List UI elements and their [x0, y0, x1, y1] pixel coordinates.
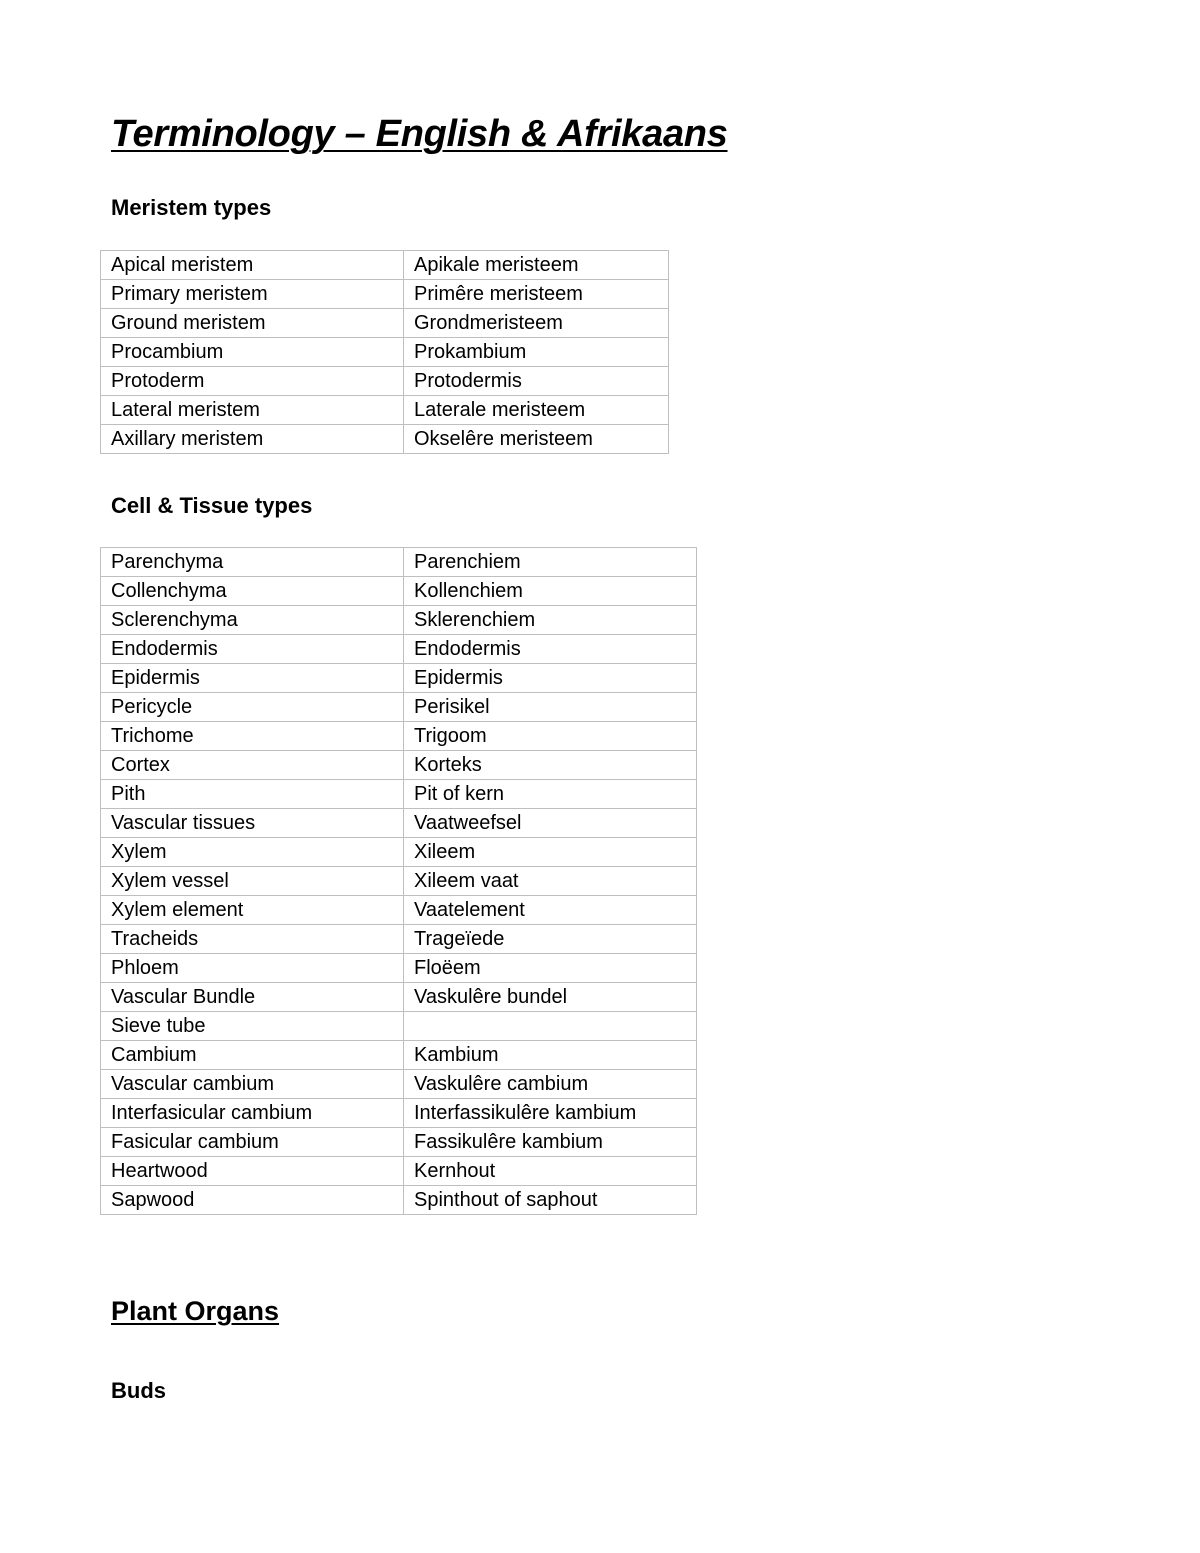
- english-term-cell: Vascular Bundle: [101, 983, 404, 1012]
- english-term-cell: Apical meristem: [101, 251, 404, 280]
- cell-tissue-terms-table: [100, 547, 697, 1215]
- english-term-cell: Sieve tube: [101, 1012, 404, 1041]
- table-row: [101, 280, 669, 309]
- english-term-cell: Xylem vessel: [101, 867, 404, 896]
- table-row: [101, 780, 697, 809]
- afrikaans-term-cell: Laterale meristeem: [404, 396, 669, 425]
- afrikaans-term-cell: Kernhout: [404, 1157, 697, 1186]
- english-term-cell: Lateral meristem: [101, 396, 404, 425]
- table-row: [101, 309, 669, 338]
- english-term-cell: Xylem: [101, 838, 404, 867]
- table-row: [101, 1186, 697, 1215]
- english-term-cell: Trichome: [101, 722, 404, 751]
- afrikaans-term-cell: Vaskulêre cambium: [404, 1070, 697, 1099]
- english-term-cell: Primary meristem: [101, 280, 404, 309]
- plant-organs-heading: Plant Organs: [111, 1296, 280, 1326]
- english-term-cell: Vascular tissues: [101, 809, 404, 838]
- table-row: [101, 548, 697, 577]
- table-row: [101, 1012, 697, 1041]
- afrikaans-term-cell: Epidermis: [404, 664, 697, 693]
- english-term-cell: Tracheids: [101, 925, 404, 954]
- afrikaans-term-cell: Vaskulêre bundel: [404, 983, 697, 1012]
- english-term-cell: Sapwood: [101, 1186, 404, 1215]
- table-row: [101, 1041, 697, 1070]
- english-term-cell: Pericycle: [101, 693, 404, 722]
- afrikaans-term-cell: Spinthout of saphout: [404, 1186, 697, 1215]
- table-row: [101, 635, 697, 664]
- table-row: [101, 809, 697, 838]
- afrikaans-term-cell: Protodermis: [404, 367, 669, 396]
- table-row: [101, 1099, 697, 1128]
- english-term-cell: Ground meristem: [101, 309, 404, 338]
- meristem-terms-table: [100, 250, 669, 454]
- english-term-cell: Phloem: [101, 954, 404, 983]
- english-term-cell: Heartwood: [101, 1157, 404, 1186]
- buds-heading: Buds: [111, 1378, 166, 1403]
- afrikaans-term-cell: Pit of kern: [404, 780, 697, 809]
- afrikaans-term-cell: Floëem: [404, 954, 697, 983]
- english-term-cell: Fasicular cambium: [101, 1128, 404, 1157]
- afrikaans-term-cell: Perisikel: [404, 693, 697, 722]
- cell-tissue-types-heading: Cell & Tissue types: [111, 493, 313, 518]
- afrikaans-term-cell: Fassikulêre kambium: [404, 1128, 697, 1157]
- table-row: [101, 425, 669, 454]
- meristem-types-heading: Meristem types: [111, 195, 272, 220]
- table-row: [101, 838, 697, 867]
- afrikaans-term-cell: Apikale meristeem: [404, 251, 669, 280]
- english-term-cell: Axillary meristem: [101, 425, 404, 454]
- afrikaans-term-cell: Kollenchiem: [404, 577, 697, 606]
- table-row: [101, 867, 697, 896]
- english-term-cell: Epidermis: [101, 664, 404, 693]
- afrikaans-term-cell: [404, 1012, 697, 1041]
- table-row: [101, 751, 697, 780]
- table-row: [101, 722, 697, 751]
- afrikaans-term-cell: Parenchiem: [404, 548, 697, 577]
- english-term-cell: Endodermis: [101, 635, 404, 664]
- english-term-cell: Parenchyma: [101, 548, 404, 577]
- english-term-cell: Cambium: [101, 1041, 404, 1070]
- afrikaans-term-cell: Sklerenchiem: [404, 606, 697, 635]
- english-term-cell: Xylem element: [101, 896, 404, 925]
- table-row: [101, 367, 669, 396]
- afrikaans-term-cell: Trageïede: [404, 925, 697, 954]
- table-row: [101, 925, 697, 954]
- english-term-cell: Collenchyma: [101, 577, 404, 606]
- table-row: [101, 1070, 697, 1099]
- english-term-cell: Sclerenchyma: [101, 606, 404, 635]
- english-term-cell: Procambium: [101, 338, 404, 367]
- table-row: [101, 396, 669, 425]
- document-title: Terminology – English & Afrikaans: [111, 113, 728, 155]
- afrikaans-term-cell: Interfassikulêre kambium: [404, 1099, 697, 1128]
- table-row: [101, 577, 697, 606]
- table-row: [101, 1157, 697, 1186]
- table-row: [101, 896, 697, 925]
- afrikaans-term-cell: Primêre meristeem: [404, 280, 669, 309]
- afrikaans-term-cell: Endodermis: [404, 635, 697, 664]
- afrikaans-term-cell: Xileem: [404, 838, 697, 867]
- table-row: [101, 1128, 697, 1157]
- table-row: [101, 983, 697, 1012]
- english-term-cell: Pith: [101, 780, 404, 809]
- table-row: [101, 251, 669, 280]
- table-row: [101, 693, 697, 722]
- afrikaans-term-cell: Korteks: [404, 751, 697, 780]
- afrikaans-term-cell: Prokambium: [404, 338, 669, 367]
- english-term-cell: Cortex: [101, 751, 404, 780]
- afrikaans-term-cell: Okselêre meristeem: [404, 425, 669, 454]
- table-row: [101, 954, 697, 983]
- table-row: [101, 338, 669, 367]
- afrikaans-term-cell: Kambium: [404, 1041, 697, 1070]
- afrikaans-term-cell: Vaatweefsel: [404, 809, 697, 838]
- table-row: [101, 606, 697, 635]
- table-row: [101, 664, 697, 693]
- afrikaans-term-cell: Xileem vaat: [404, 867, 697, 896]
- afrikaans-term-cell: Trigoom: [404, 722, 697, 751]
- english-term-cell: Protoderm: [101, 367, 404, 396]
- english-term-cell: Interfasicular cambium: [101, 1099, 404, 1128]
- afrikaans-term-cell: Grondmeristeem: [404, 309, 669, 338]
- afrikaans-term-cell: Vaatelement: [404, 896, 697, 925]
- english-term-cell: Vascular cambium: [101, 1070, 404, 1099]
